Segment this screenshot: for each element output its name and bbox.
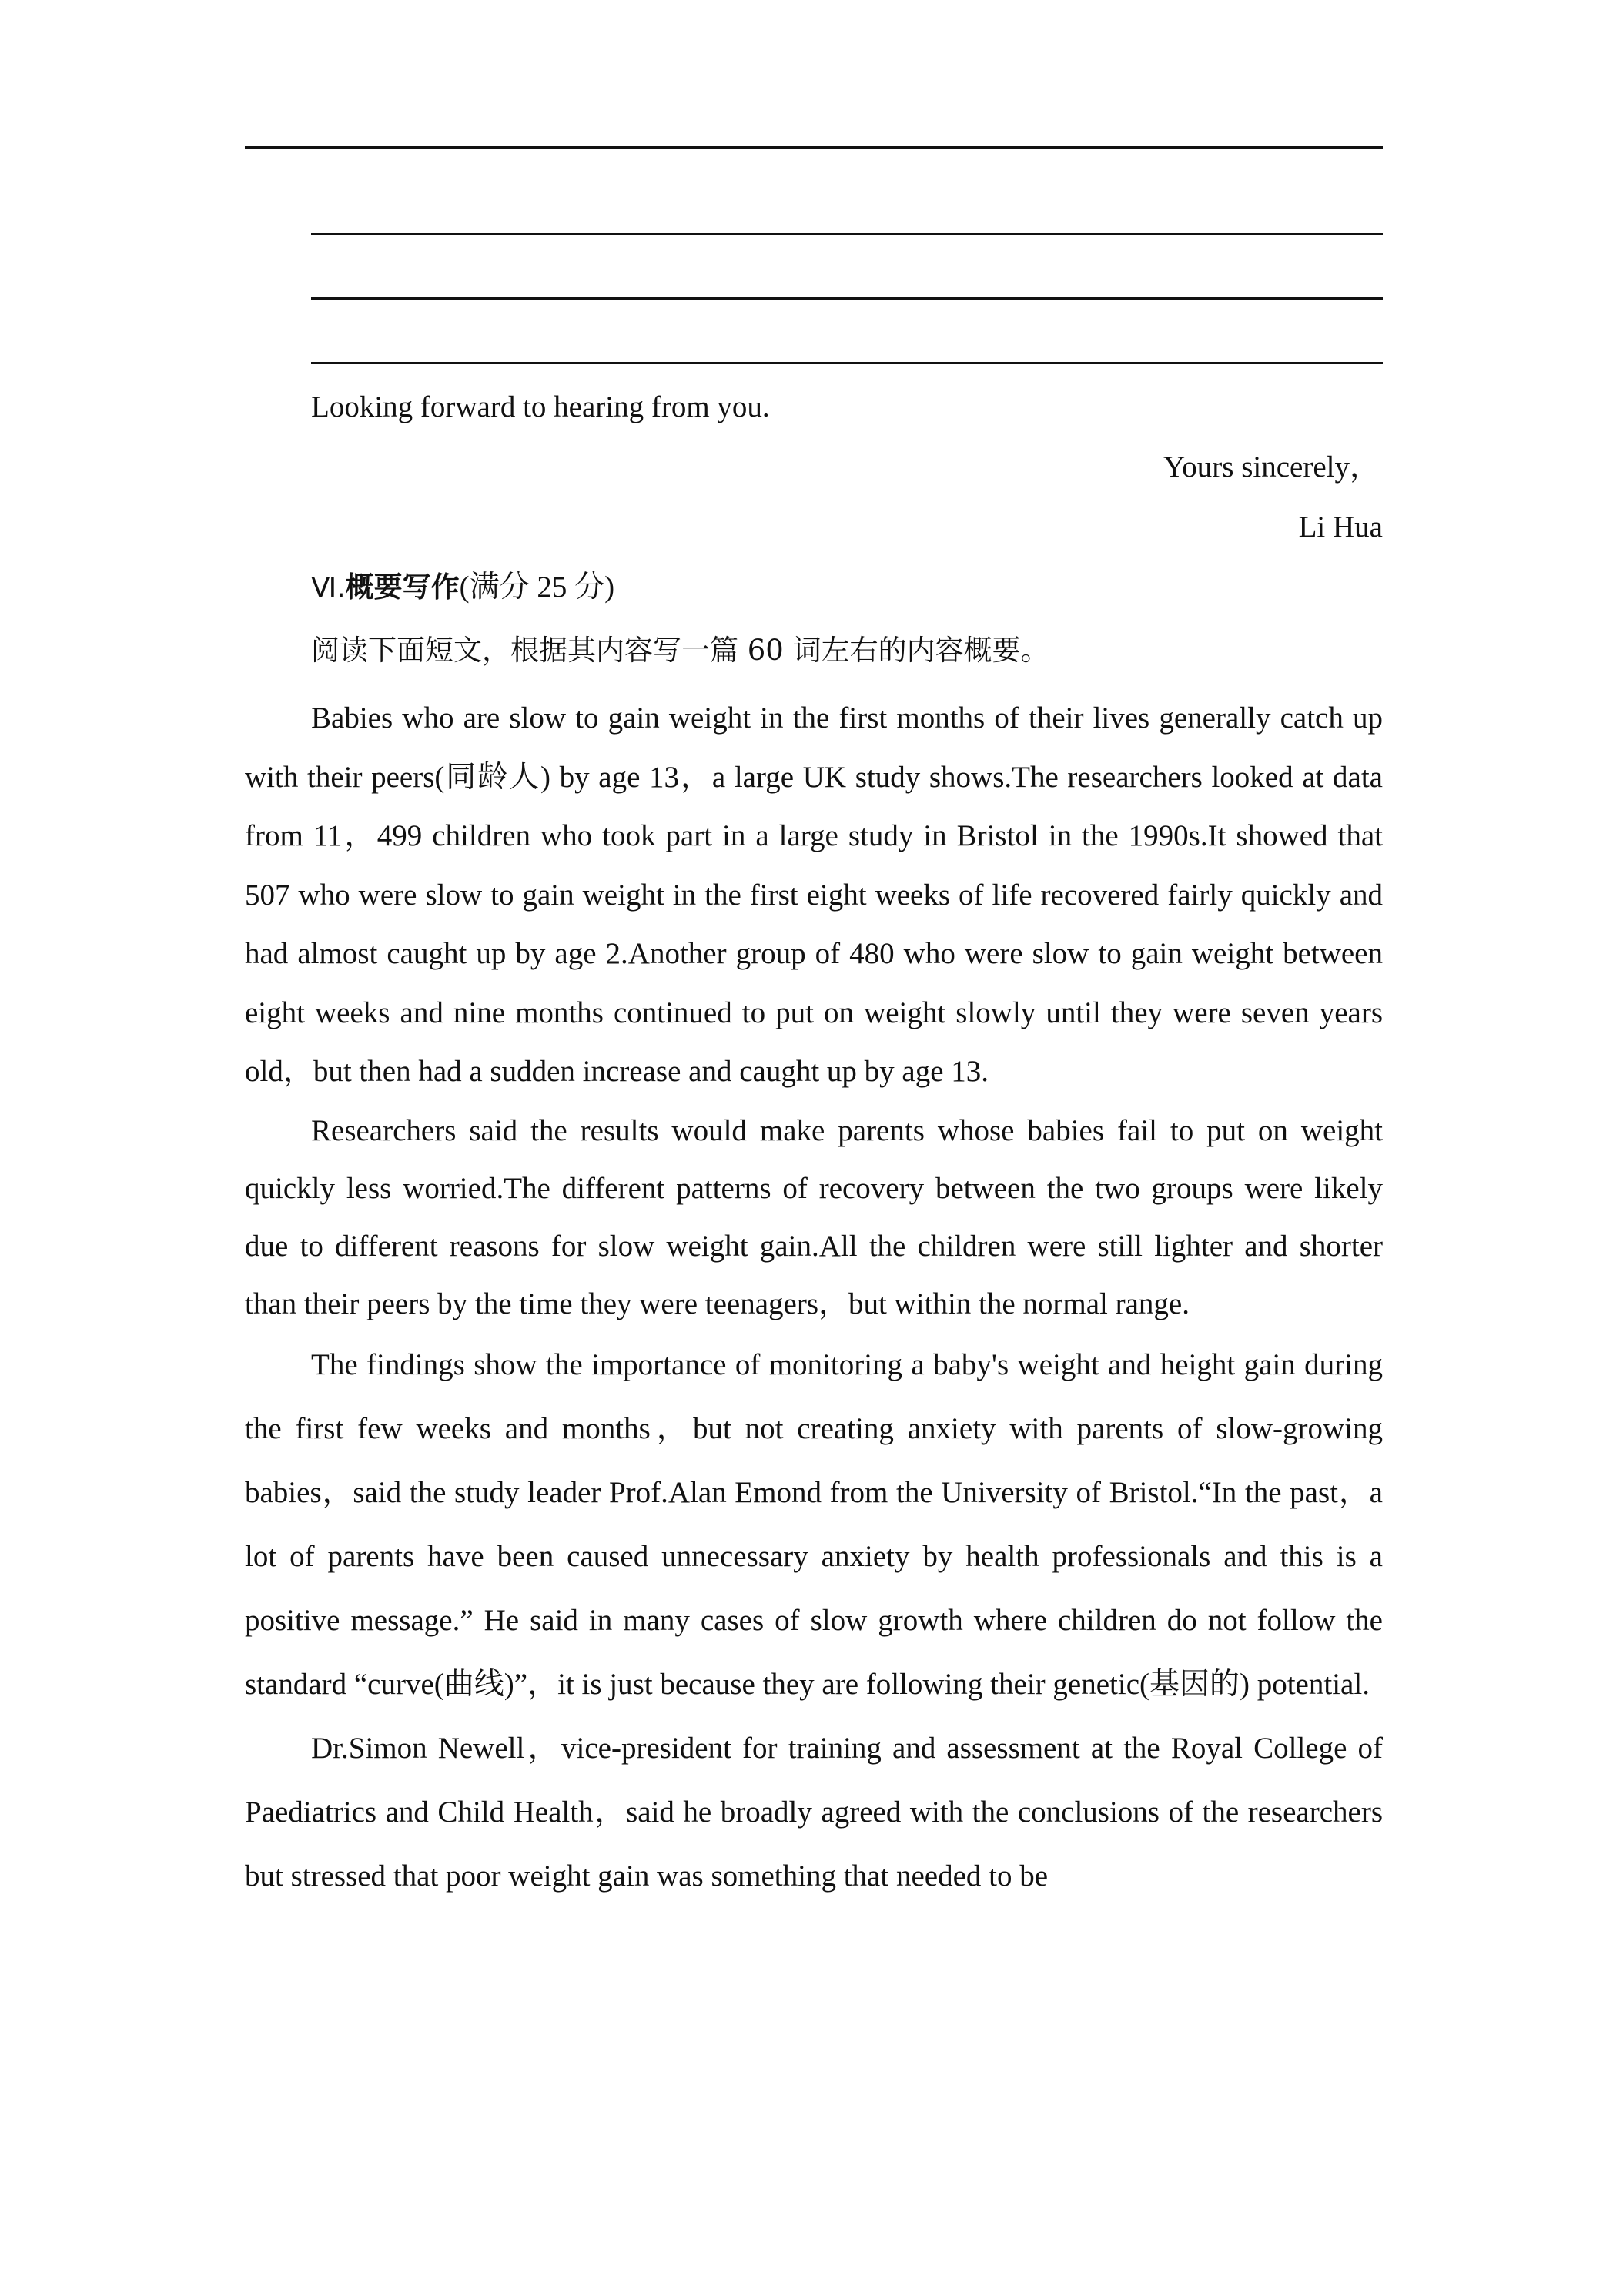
reading-passage xyxy=(245,689,1383,1908)
letter-signature: Li Hua xyxy=(1298,510,1383,544)
answer-line xyxy=(245,146,1383,149)
passage-paragraph: The findings show the importance of monitoring a baby's weight and height gain during the first few weeks and months，but not creating anxiety with parents of slow-growing babies，said the study leader Prof.Alan Emond from the University of Bristol.“In the past，a lot of parents have been caused unnecessary anxiety by health professionals and this is a positive message.” He said in many cases of slow growth where children do not follow the standard “curve(曲线)”，it is just because they are following their genetic(基因的) potential. xyxy=(245,1347,1383,1701)
letter-closing: Looking forward to hearing from you. xyxy=(311,390,770,423)
answer-line xyxy=(311,233,1383,235)
passage-paragraph: Researchers said the results would make parents whose babies fail to put on weight quickly less worried.The different patterns of recovery between the two groups were likely due to different reasons for slow weight gain.All the children were still lighter and shorter than their peers by the time they were teenagers，but within the normal range. xyxy=(245,1113,1383,1320)
passage-paragraph: Babies who are slow to gain weight in the first months of their lives generally catch up with their peers(同龄人) by age 13，a large UK study shows.The researchers looked at data from 11，499 children who took part in a large study in Bristol in the 1990s.It showed that 507 who were slow to gain weight in the first eight weeks of life recovered fairly quickly and had almost caught up by age 2.Another group of 480 who were slow to gain weight between eight weeks and nine months continued to put on weight slowly until they were seven years old，but then had a sudden increase and caught up by age 13. xyxy=(245,701,1383,1088)
section-numeral: Ⅵ. xyxy=(311,572,346,604)
passage-paragraph: Dr.Simon Newell，vice-president for training and assessment at the Royal College of Paediatrics and Child Health，said he broadly agreed with the conclusions of the researchers but stressed that poor weight gain was something that needed to be xyxy=(245,1731,1383,1893)
letter-signoff: Yours sincerely， xyxy=(1163,450,1380,484)
section-title: 概要写作 xyxy=(345,571,460,604)
answer-line xyxy=(311,297,1383,300)
answer-line xyxy=(311,362,1383,364)
section-instructions: 阅读下面短文，根据其内容写一篇 60 词左右的内容概要。 xyxy=(311,634,1049,667)
section-heading xyxy=(311,570,614,606)
section-score: (满分 25 分) xyxy=(459,571,615,604)
